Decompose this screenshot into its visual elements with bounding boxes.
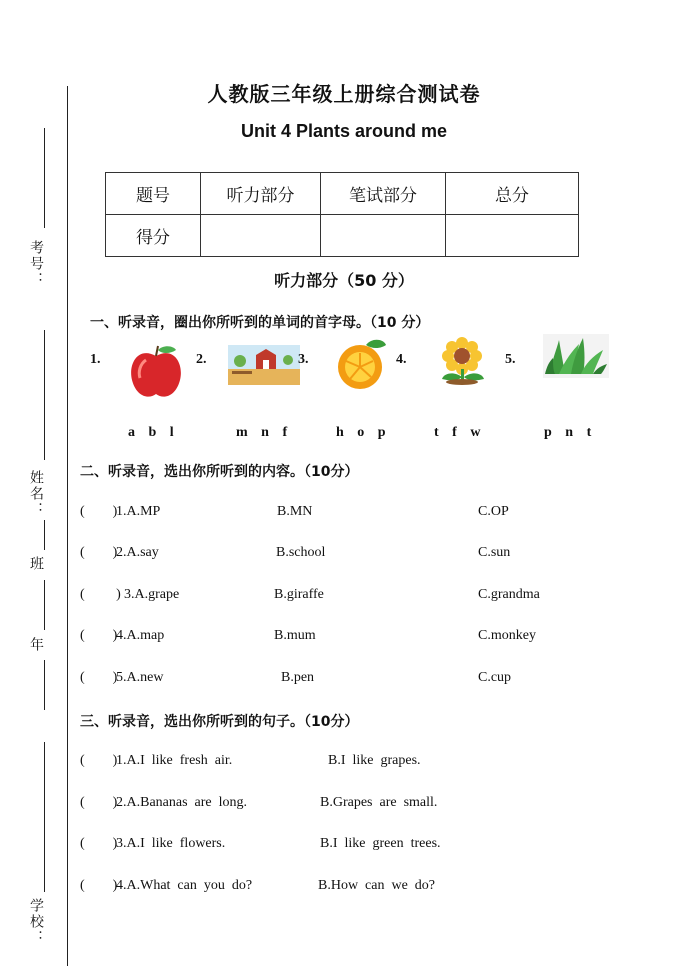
answer-blank[interactable]: ( ) (80, 587, 121, 602)
letter-choices: m n f (236, 425, 288, 440)
option-c: C.sun (478, 545, 511, 560)
name-line (44, 330, 45, 460)
answer-blank[interactable]: ( ) (80, 628, 118, 643)
answer-blank[interactable]: ( ) (80, 504, 118, 519)
letter-choices: p n t (544, 425, 592, 440)
answer-blank[interactable]: ( ) (80, 836, 118, 851)
part3-heading: 三、听录音，选出你所听到的句子。（10分） (80, 714, 359, 730)
option-b: B.school (276, 545, 326, 560)
table-header-cell: 总分 (446, 173, 579, 215)
option-a: 4.A.map (116, 628, 165, 643)
option-b: B.I like green trees. (320, 836, 441, 851)
item-number: 4. (396, 352, 407, 367)
binding-line (67, 86, 68, 966)
option-b: B.MN (277, 504, 313, 519)
unit-subtitle: Unit 4 Plants around me (240, 121, 448, 141)
grade-label: 年 (28, 637, 44, 653)
letter-choices: a b l (128, 425, 174, 440)
listening-section-title: 听力部分（50 分） (274, 271, 414, 290)
option-a: 3.A.grape (124, 587, 180, 602)
class-label: 班 (28, 556, 44, 572)
option-a: 2.A.say (116, 545, 159, 560)
option-b: B.I like grapes. (328, 753, 421, 768)
score-table (105, 172, 579, 257)
grass-icon (543, 334, 609, 378)
item-number: 3. (298, 352, 309, 367)
option-b: B.giraffe (274, 587, 324, 602)
school-label: 学校： (28, 898, 44, 946)
option-a: 2.A.Bananas are long. (116, 795, 248, 810)
class-line (44, 580, 45, 630)
class-line-top (44, 520, 45, 550)
item-number: 2. (196, 352, 207, 367)
item-number: 1. (90, 352, 101, 367)
farm-icon (228, 345, 300, 385)
score-cell-total[interactable] (446, 215, 579, 257)
option-c: C.OP (478, 504, 509, 519)
answer-blank[interactable]: ( ) (80, 795, 118, 810)
option-a: 4.A.What can you do? (116, 878, 253, 893)
option-b: B.How can we do? (318, 878, 436, 893)
table-header-cell: 听力部分 (201, 173, 321, 215)
table-header-cell: 笔试部分 (321, 173, 446, 215)
page-title: 人教版三年级上册综合测试卷 (207, 82, 481, 106)
item-number: 5. (505, 352, 516, 367)
option-a: 1.A.I like fresh air. (116, 753, 233, 768)
school-line (44, 742, 45, 892)
option-b: B.mum (274, 628, 316, 643)
option-a: 5.A.new (116, 670, 164, 685)
grade-line (44, 660, 45, 710)
flower-icon (436, 335, 488, 385)
option-c: C.monkey (478, 628, 536, 643)
part2-heading: 二、听录音，选出你所听到的内容。（10分） (80, 464, 359, 480)
table-header-cell: 题号 (106, 173, 201, 215)
score-cell-listening[interactable] (201, 215, 321, 257)
answer-blank[interactable]: ( ) (80, 670, 118, 685)
score-cell-writing[interactable] (321, 215, 446, 257)
part1-heading: 一、听录音，圈出你所听到的单词的首字母。（10 分） (90, 315, 430, 331)
answer-blank[interactable]: ( ) (80, 545, 118, 560)
exam-no-label: 考号： (28, 240, 44, 288)
option-b: B.pen (281, 670, 315, 685)
answer-blank[interactable]: ( ) (80, 753, 118, 768)
answer-blank[interactable]: ( ) (80, 878, 118, 893)
apple-icon (128, 342, 184, 400)
option-c: C.grandma (478, 587, 540, 602)
letter-choices: h o p (336, 425, 386, 440)
score-row-label: 得分 (106, 215, 201, 257)
option-c: C.cup (478, 670, 512, 685)
option-a: 3.A.I like flowers. (116, 836, 226, 851)
orange-icon (336, 337, 388, 391)
option-b: B.Grapes are small. (320, 795, 438, 810)
score-table-row (106, 215, 579, 257)
letter-choices: t f w (434, 425, 481, 440)
option-a: 1.A.MP (116, 504, 161, 519)
score-table-header-row (106, 173, 579, 215)
exam-no-line (44, 128, 45, 228)
name-label: 姓名： (28, 470, 44, 518)
